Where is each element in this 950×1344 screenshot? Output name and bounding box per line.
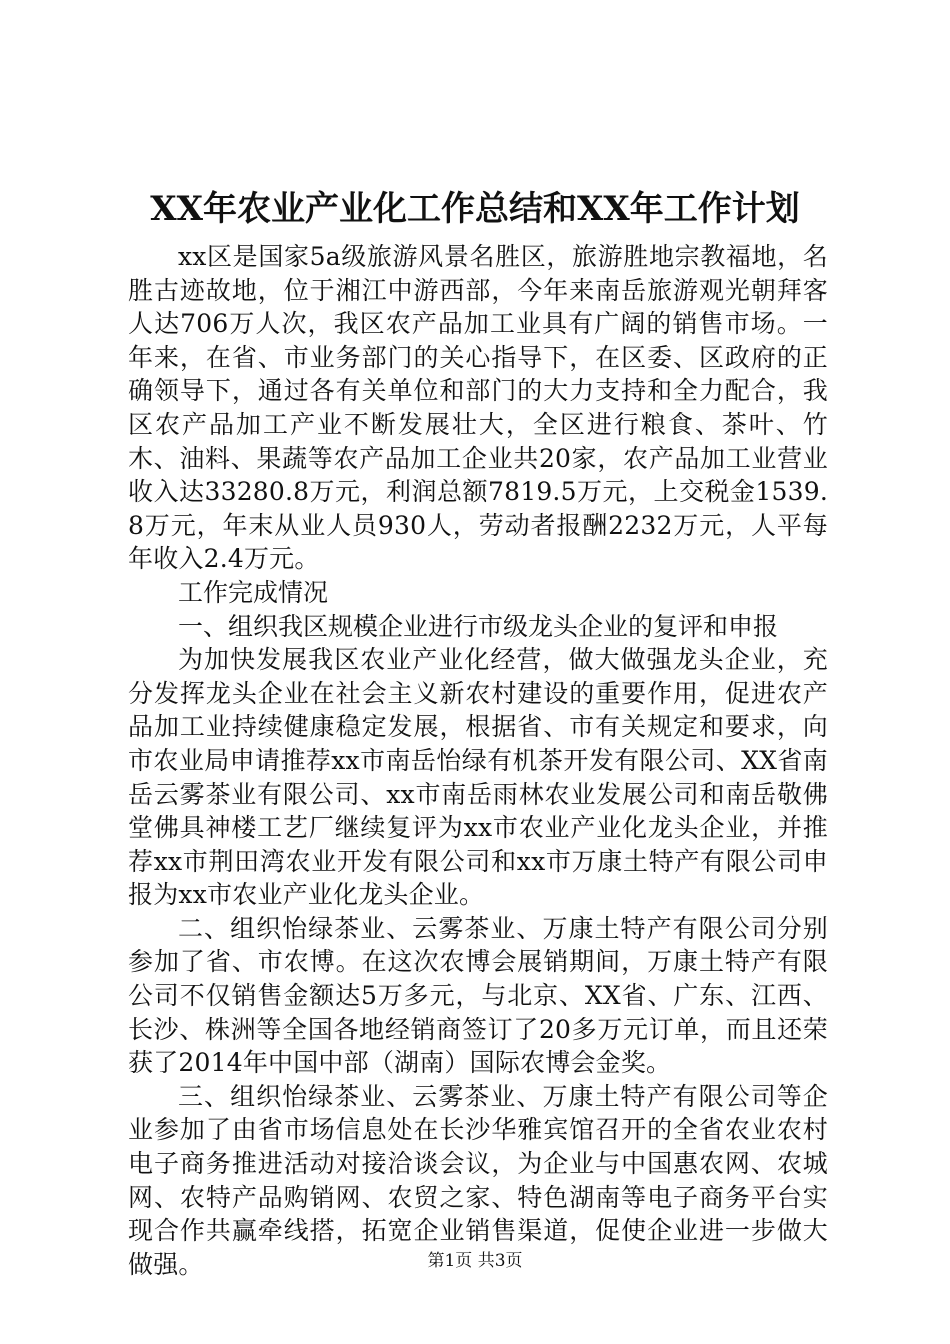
paragraph-1: 为加快发展我区农业产业化经营，做大做强龙头企业，充分发挥龙头企业在社会主义新农村建设的重要作用，促进农产品加工业持续健康稳定发展，根据省、市有关规定和要求，向市农业局申请推荐xx市南岳怡绿有机茶开发有限公司、XX省南岳云雾茶业有限公司、xx市南岳雨林农业发展公司和南岳敬佛堂佛具神楼工艺厂继续复评为xx市农业产业化龙头企业，并推荐xx市荆田湾农业开发有限公司和xx市万康土特产有限公司申报为xx市农业产业化龙头企业。 xyxy=(128,645,828,910)
page-footer: 第1页 共3页 xyxy=(427,1251,523,1271)
intro-paragraph: xx区是国家5a级旅游风景名胜区，旅游胜地宗教福地，名胜古迹故地，位于湘江中游西部，今年来南岳旅游观光朝拜客人达706万人次，我区农产品加工业具有广阔的销售市场。一年来，在省、市业务部门的关心指导下，在区委、区政府的正确领导下，通过各有关单位和部门的大力支持和全力配合，我区农产品加工产业不断发展壮大，全区进行粮食、茶叶、竹木、油料、果蔬等农产品加工企业共20家，农产品加工业营业收入达33280.8万元，利润总额7819.5万元，上交税金1539.8万元，年末从业人员930人，劳动者报酬2232万元，人平每年收入2.4万元。 xyxy=(128,242,828,574)
paragraph-3: 三、组织怡绿茶业、云雾茶业、万康土特产有限公司等企业参加了由省市场信息处在长沙华雅宾馆召开的全省农业农村电子商务推进活动对接洽谈会议，为企业与中国惠农网、农城网、农特产品购销网、农贸之家、特色湖南等电子商务平台实现合作共赢牵线搭，拓宽企业销售渠道，促使企业进一步做大做强。 xyxy=(128,1081,828,1279)
section-heading-work-completion: 工作完成情况 xyxy=(178,577,329,607)
document-body xyxy=(128,240,828,1281)
subsection-heading-1: 一、组织我区规模企业进行市级龙头企业的复评和申报 xyxy=(178,611,779,641)
document-title: XX年农业产业化工作总结和XX年工作计划 xyxy=(150,189,800,229)
paragraph-2: 二、组织怡绿茶业、云雾茶业、万康土特产有限公司分别参加了省、市农博。在这次农博会展销期间，万康土特产有限公司不仅销售金额达5万多元，与北京、XX省、广东、江西、长沙、株洲等全国各地经销商签订了20多万元订单，而且还荣获了2014年中国中部（湖南）国际农博会金奖。 xyxy=(128,913,828,1078)
